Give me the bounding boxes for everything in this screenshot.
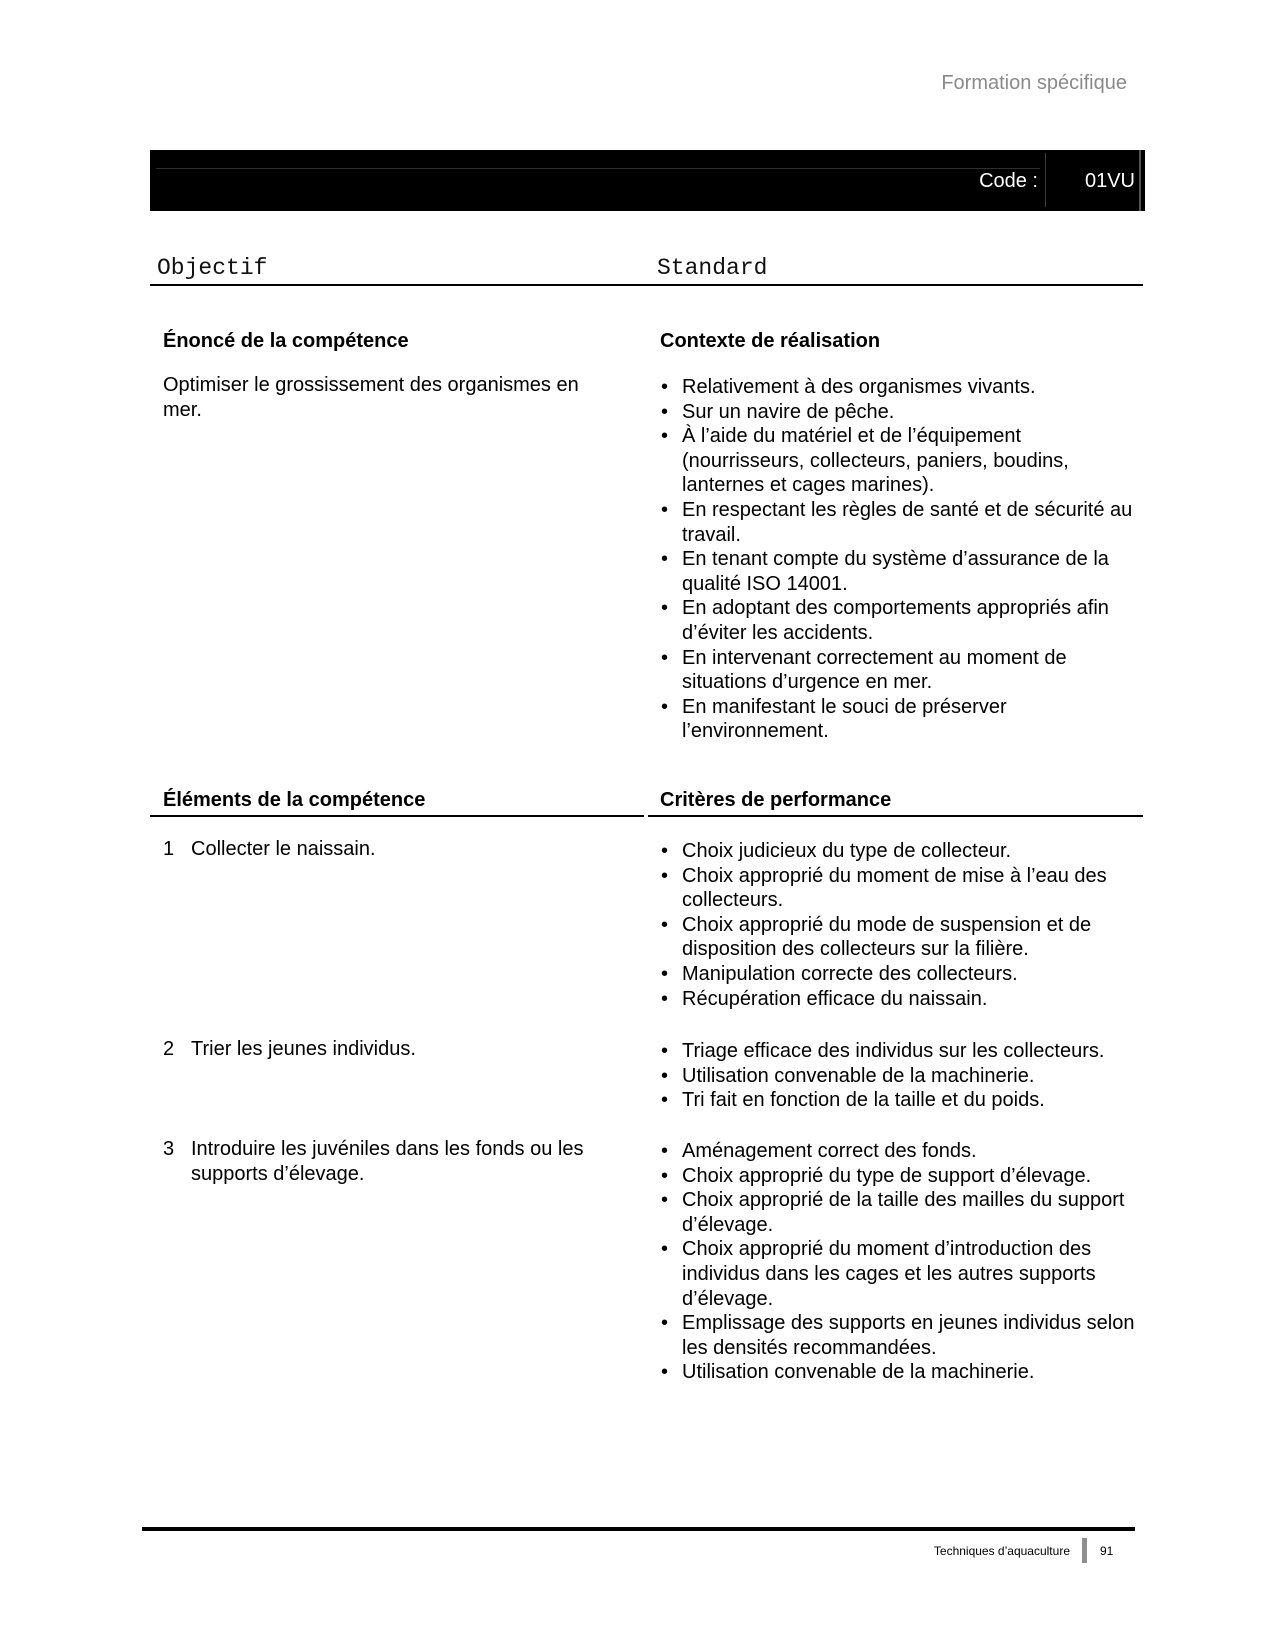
column-heading-rule	[150, 284, 1143, 286]
bullet-icon: •	[661, 1040, 669, 1062]
bullet-icon: •	[661, 376, 669, 398]
list-item: • Relativement à des organismes vivants.	[661, 376, 1036, 398]
code-label: Code :	[979, 170, 1038, 192]
list-item: • À l’aide du matériel et de l’équipement (nourrisseurs, collecteurs, paniers, boudins, lanternes et cages marines).	[661, 425, 1069, 497]
list-item: • Utilisation convenable de la machinerie.	[661, 1361, 1035, 1384]
criteria-list-2	[660, 1039, 1140, 1113]
footer-title: Techniques d’aquaculture	[933, 1544, 1070, 1558]
list-item: • Triage efficace des individus sur les collecteurs.	[661, 1040, 1105, 1062]
list-item: • Choix approprié du moment de mise à l’eau des collecteurs.	[661, 864, 1107, 912]
bullet-icon: •	[661, 840, 669, 862]
bullet-icon: •	[661, 1189, 669, 1212]
column-heading-standard: Standard	[657, 255, 768, 281]
bullet-icon: •	[661, 400, 669, 423]
code-bar-rule	[156, 168, 1040, 169]
criteres-title: Critères de performance	[660, 789, 892, 811]
elements-rule	[150, 815, 644, 817]
list-item: • En tenant compte du système d’assurance de la qualité ISO 14001.	[661, 548, 1109, 595]
criteres-rule	[648, 815, 1143, 817]
code-bar-edge	[1139, 150, 1141, 211]
bullet-icon: •	[661, 864, 669, 887]
bullet-icon: •	[661, 695, 669, 718]
list-item: • Manipulation correcte des collecteurs.	[661, 962, 1018, 985]
list-item: • Choix approprié du type de support d’élevage.	[661, 1164, 1092, 1187]
bullet-icon: •	[661, 1164, 669, 1187]
list-item: • En intervenant correctement au moment de situations d’urgence en mer.	[661, 646, 1067, 694]
bullet-icon: •	[661, 597, 669, 620]
bullet-icon: •	[661, 1140, 669, 1162]
list-item: • Aménagement correct des fonds.	[661, 1140, 977, 1162]
element-item-3: 3 Introduire les juvéniles dans les fonds ou les supports d’élevage.	[163, 1138, 584, 1185]
footer-separator	[1082, 1538, 1087, 1563]
bullet-icon: •	[661, 1238, 669, 1261]
list-item: • En manifestant le souci de préserver l’environnement.	[661, 695, 1007, 743]
list-item: • Choix approprié du moment d’introduction des individus dans les cages et les autres supports d’élevage.	[661, 1238, 1096, 1310]
list-item: • Choix judicieux du type de collecteur.	[661, 840, 1012, 862]
list-item: • En adoptant des comportements appropriés afin d’éviter les accidents.	[661, 597, 1109, 644]
column-heading-objectif: Objectif	[157, 255, 268, 281]
code-bar	[150, 150, 1145, 211]
bullet-icon: •	[661, 1361, 669, 1384]
code-value: 01VU	[1084, 170, 1135, 192]
bullet-icon: •	[661, 1064, 669, 1087]
bullet-icon: •	[661, 1312, 669, 1335]
criteria-list-1	[660, 839, 1140, 1011]
list-item: • Tri fait en fonction de la taille et du poids.	[661, 1089, 1045, 1112]
contexte-list	[660, 375, 1140, 744]
bullet-icon: •	[661, 548, 669, 571]
bullet-icon: •	[661, 913, 669, 936]
bullet-icon: •	[661, 425, 669, 448]
list-item: • Emplissage des supports en jeunes individus selon les densités recommandées.	[661, 1312, 1135, 1359]
contexte-title: Contexte de réalisation	[660, 330, 881, 352]
list-item: • Récupération efficace du naissain.	[661, 987, 988, 1010]
bullet-icon: •	[661, 987, 669, 1010]
element-item-2: 2 Trier les jeunes individus.	[163, 1038, 416, 1060]
bullet-icon: •	[661, 1089, 669, 1112]
bullet-icon: •	[661, 498, 669, 521]
elements-title: Éléments de la compétence	[163, 789, 426, 811]
list-item: • Sur un navire de pêche.	[661, 400, 895, 423]
list-item: • Utilisation convenable de la machinerie.	[661, 1064, 1035, 1087]
enonce-title: Énoncé de la compétence	[163, 330, 409, 352]
criteria-list-3	[660, 1139, 1140, 1385]
bullet-icon: •	[661, 646, 669, 669]
enonce-text: Optimiser le grossissement des organismes en mer.	[163, 374, 579, 421]
list-item: • Choix approprié du mode de suspension et de disposition des collecteurs sur la filière.	[661, 913, 1092, 961]
code-bar-separator	[1045, 153, 1046, 207]
footer-rule	[142, 1527, 1135, 1531]
list-item: • En respectant les règles de santé et de sécurité au travail.	[661, 498, 1133, 546]
bullet-icon: •	[661, 962, 669, 985]
list-item: • Choix approprié de la taille des mailles du support d’élevage.	[661, 1189, 1125, 1236]
header-label: Formation spécifique	[941, 72, 1127, 94]
page-number: 91	[1100, 1544, 1114, 1558]
element-item-1: 1 Collecter le naissain.	[163, 838, 376, 860]
